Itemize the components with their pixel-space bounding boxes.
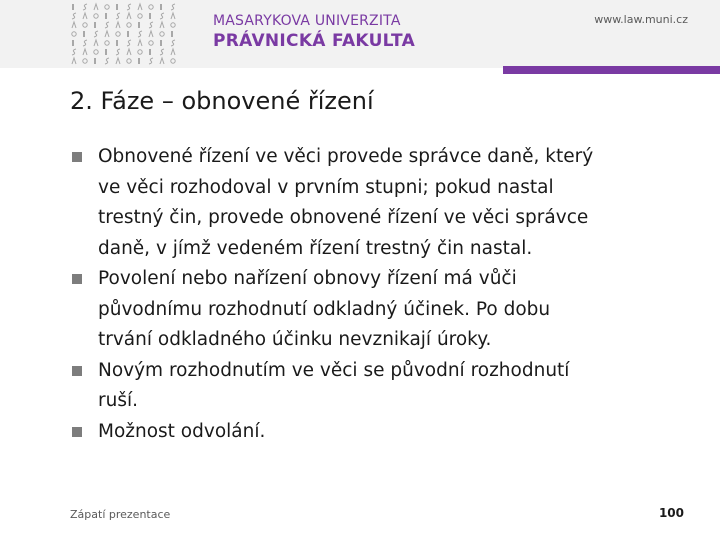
muni-letter-pattern-logo bbox=[70, 2, 182, 66]
website-url[interactable]: www.law.muni.cz bbox=[594, 13, 688, 26]
logo-glyph bbox=[160, 13, 164, 19]
logo-glyph bbox=[83, 23, 87, 27]
logo-glyph bbox=[116, 4, 118, 10]
bullet-list bbox=[70, 142, 680, 447]
logo-glyph bbox=[138, 40, 142, 46]
logo-glyph bbox=[149, 5, 153, 9]
logo-glyph bbox=[105, 49, 107, 55]
logo-glyph bbox=[105, 13, 107, 19]
logo-glyph bbox=[160, 4, 162, 10]
logo-glyph bbox=[127, 4, 131, 10]
logo-glyph bbox=[83, 4, 87, 10]
logo-glyph bbox=[160, 58, 164, 64]
square-bullet-icon bbox=[72, 366, 82, 376]
logo-glyph bbox=[138, 4, 142, 10]
bullet-line: Možnost odvolání. bbox=[98, 420, 266, 442]
faculty-name: PRÁVNICKÁ FAKULTA bbox=[213, 31, 416, 51]
bullet-line: ruší. bbox=[98, 390, 138, 411]
bullet-item bbox=[70, 417, 680, 448]
logo-glyph bbox=[83, 13, 87, 19]
logo-glyph bbox=[72, 22, 76, 28]
logo-glyph bbox=[72, 40, 74, 46]
logo-glyph bbox=[105, 58, 109, 64]
logo-glyph bbox=[138, 50, 142, 54]
logo-glyph bbox=[83, 31, 85, 37]
logo-glyph bbox=[116, 49, 120, 55]
logo-glyph bbox=[127, 59, 131, 63]
slide-header bbox=[0, 0, 720, 68]
logo-glyph bbox=[138, 31, 142, 37]
logo-glyph bbox=[171, 31, 173, 37]
logo-glyph bbox=[94, 4, 98, 10]
logo-glyph bbox=[138, 22, 140, 28]
logo-glyph bbox=[149, 13, 151, 19]
logo-glyph bbox=[83, 40, 87, 46]
logo-glyph bbox=[160, 40, 162, 46]
logo-glyph bbox=[116, 13, 120, 19]
logo-glyph bbox=[160, 49, 164, 55]
bullet-item bbox=[70, 142, 680, 264]
logo-glyph bbox=[94, 58, 96, 64]
logo-glyph bbox=[160, 22, 164, 28]
bullet-line: Povolení nebo nařízení obnovy řízení má vůči bbox=[98, 268, 517, 289]
bullet-line: daně, v jímž vedeném řízení trestný čin nastal. bbox=[98, 237, 533, 259]
logo-glyph bbox=[127, 49, 131, 55]
logo-glyph bbox=[72, 13, 76, 19]
logo-glyph bbox=[149, 49, 151, 55]
bullet-line: trestný čin, provede obnovené řízení ve věci správce bbox=[98, 207, 589, 228]
logo-glyph bbox=[149, 22, 153, 28]
logo-glyph bbox=[127, 40, 131, 46]
slide-title: 2. Fáze – obnovené řízení bbox=[70, 87, 374, 115]
logo-glyph bbox=[105, 31, 109, 37]
logo-glyph bbox=[171, 59, 175, 63]
bullet-line: Novým rozhodnutím ve věci se původní rozhodnutí bbox=[98, 359, 570, 381]
logo-glyph bbox=[72, 4, 74, 10]
logo-glyph bbox=[171, 23, 175, 27]
logo-glyph bbox=[116, 40, 118, 46]
square-bullet-icon bbox=[72, 274, 82, 284]
footer-text: Zápatí prezentace bbox=[70, 508, 171, 521]
logo-glyph bbox=[138, 14, 142, 18]
logo-glyph bbox=[127, 31, 129, 37]
square-bullet-icon bbox=[72, 427, 82, 437]
bullet-line: ve věci rozhodoval v prvním stupni; pokud nastal bbox=[98, 176, 554, 198]
logo-glyph bbox=[105, 5, 109, 9]
logo-glyph bbox=[94, 31, 98, 37]
logo-glyph bbox=[83, 49, 87, 55]
logo-glyph bbox=[171, 49, 175, 55]
logo-glyph bbox=[171, 40, 175, 46]
logo-glyph bbox=[72, 58, 76, 64]
logo-glyph bbox=[94, 40, 98, 46]
bullet-line: původnímu rozhodnutí odkladný účinek. Po dobu bbox=[98, 298, 551, 320]
square-bullet-icon bbox=[72, 152, 82, 162]
logo-glyph bbox=[171, 13, 175, 19]
bullet-line: Obnovené řízení ve věci provede správce daně, který bbox=[98, 146, 594, 167]
logo-glyph bbox=[149, 58, 153, 64]
logo-glyph bbox=[149, 41, 153, 45]
logo-glyph bbox=[105, 22, 109, 28]
logo-glyph bbox=[105, 41, 109, 45]
university-name: MASARYKOVA UNIVERZITA bbox=[213, 13, 401, 29]
logo-glyph bbox=[72, 49, 76, 55]
logo-glyph bbox=[94, 50, 98, 54]
bullet-item bbox=[70, 264, 680, 356]
logo-glyph bbox=[116, 32, 120, 36]
page-number: 100 bbox=[658, 506, 684, 520]
logo-glyph bbox=[127, 23, 131, 27]
logo-glyph bbox=[149, 31, 153, 37]
bullet-line: trvání odkladného účinku nevznikají úroky. bbox=[98, 329, 492, 350]
logo-glyph bbox=[116, 22, 120, 28]
logo-glyph bbox=[83, 59, 87, 63]
logo-glyph bbox=[160, 32, 164, 36]
logo-glyph bbox=[94, 14, 98, 18]
logo-glyph bbox=[127, 13, 131, 19]
logo-glyph bbox=[94, 22, 96, 28]
logo-glyph bbox=[72, 32, 76, 36]
logo-glyph bbox=[116, 58, 120, 64]
logo-glyph bbox=[138, 58, 140, 64]
accent-bar bbox=[503, 66, 720, 74]
logo-glyph bbox=[171, 4, 175, 10]
bullet-item bbox=[70, 356, 680, 417]
